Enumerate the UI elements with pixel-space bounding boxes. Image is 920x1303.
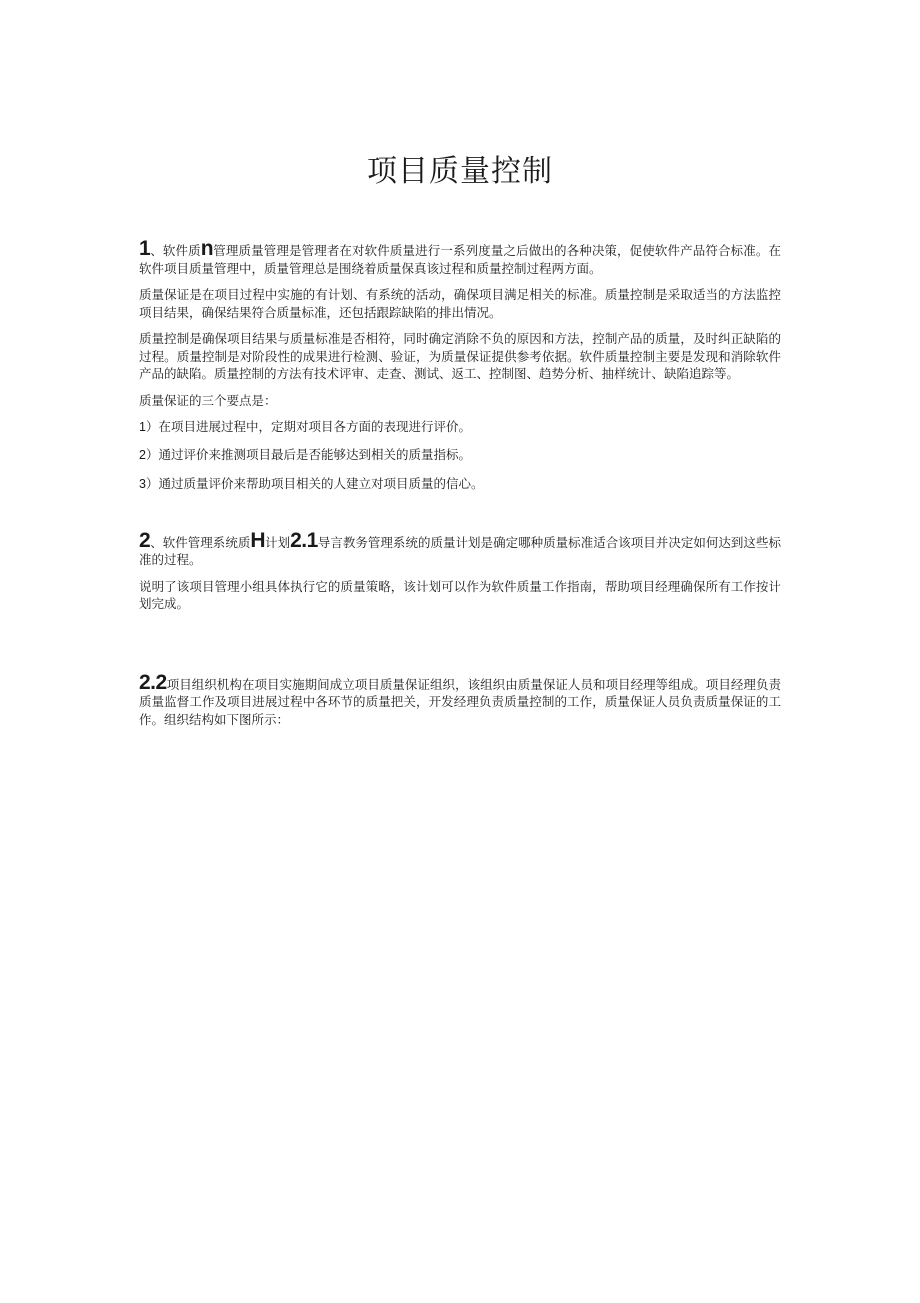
paragraph-quality-plan-description: 说明了该项目管理小组具体执行它的质量策略，该计划可以作为软件质量工作指南，帮助项目经理确保所有工作按计划完成。 [139,578,781,611]
section-2-paragraph [139,528,781,569]
section-2-number: 2 [139,528,151,552]
list-item-text: ）通过质量评价来帮助项目相关的人建立对项目质量的信心。 [145,476,484,491]
document-body [139,237,781,728]
section-2-2-text: 项目组织机构在项目实施期间成立项目质量保证组织，该组织由质量保证人员和项目经理等组成。项目经理负责质量监督工作及项目进展过程中各环节的质量把关，开发经理负责质量控制的工作，质量保证人员负责质量保证的工作。组织结构如下图所示： [139,676,781,727]
list-item [139,418,781,437]
paragraph-three-points-intro: 质量保证的三个要点是： [139,392,277,408]
list-item-number: 3 [139,477,146,491]
paragraph-quality-assurance: 质量保证是在项目过程中实施的有计划、有系统的活动，确保项目满足相关的标准。质量控制是采取适当的方法监控项目结果，确保结果符合质量标准，还包括跟踪缺陷的排出情况。 [139,287,781,320]
section-1-paragraph [139,237,781,277]
list-item-text: ）在项目进展过程中，定期对项目各方面的表现进行评价。 [145,419,471,434]
section-1-heading-b: n [200,237,214,260]
list-item-number: 2 [139,447,146,462]
page-title: 项目质量控制 [367,154,553,189]
list-item-text: ）通过评价来推测项目最后是否能够达到相关的质量指标。 [145,446,471,462]
section-2-heading-c: 计划 [265,534,291,550]
section-2-2-paragraph [139,670,781,729]
paragraph-quality-control: 质量控制是确保项目结果与质量标准是否相符，同时确定消除不负的原因和方法，控制产品的质量，及时纠正缺陷的过程。质量控制是对阶段性的成果进行检测、验证，为质量保证提供参考依据。软件质量控制主要是发现和消除软件产品的缺陷。质量控制的方法有技术评审、走查、测试、返工、控制图、趋势分析、抽样统计、缺陷追踪等。 [139,331,781,381]
section-2-2-number: 2.2 [139,670,167,694]
section-2-1-text: 导言教务管理系统的质量计划是确定哪种质量标准适合该项目并决定如何达到这些标准的过程。 [139,534,781,567]
section-1-heading-a: 、软件质 [150,243,201,258]
section-2-heading-a: 、软件管理系统质 [150,534,251,550]
list-item-number: 1 [139,420,146,434]
section-1-number: 1 [139,237,151,260]
list-item [139,475,781,494]
list-item [139,446,781,465]
section-2-1-number: 2.1 [290,528,318,552]
section-2-heading-b: H [250,528,266,552]
section-1-text: 管理质量管理是管理者在对软件质量进行一系列度量之后做出的各种决策，促使软件产品符合标准。在软件项目质量管理中，质量管理总是围绕着质量保真该过程和质量控制过程两方面。 [139,243,781,276]
